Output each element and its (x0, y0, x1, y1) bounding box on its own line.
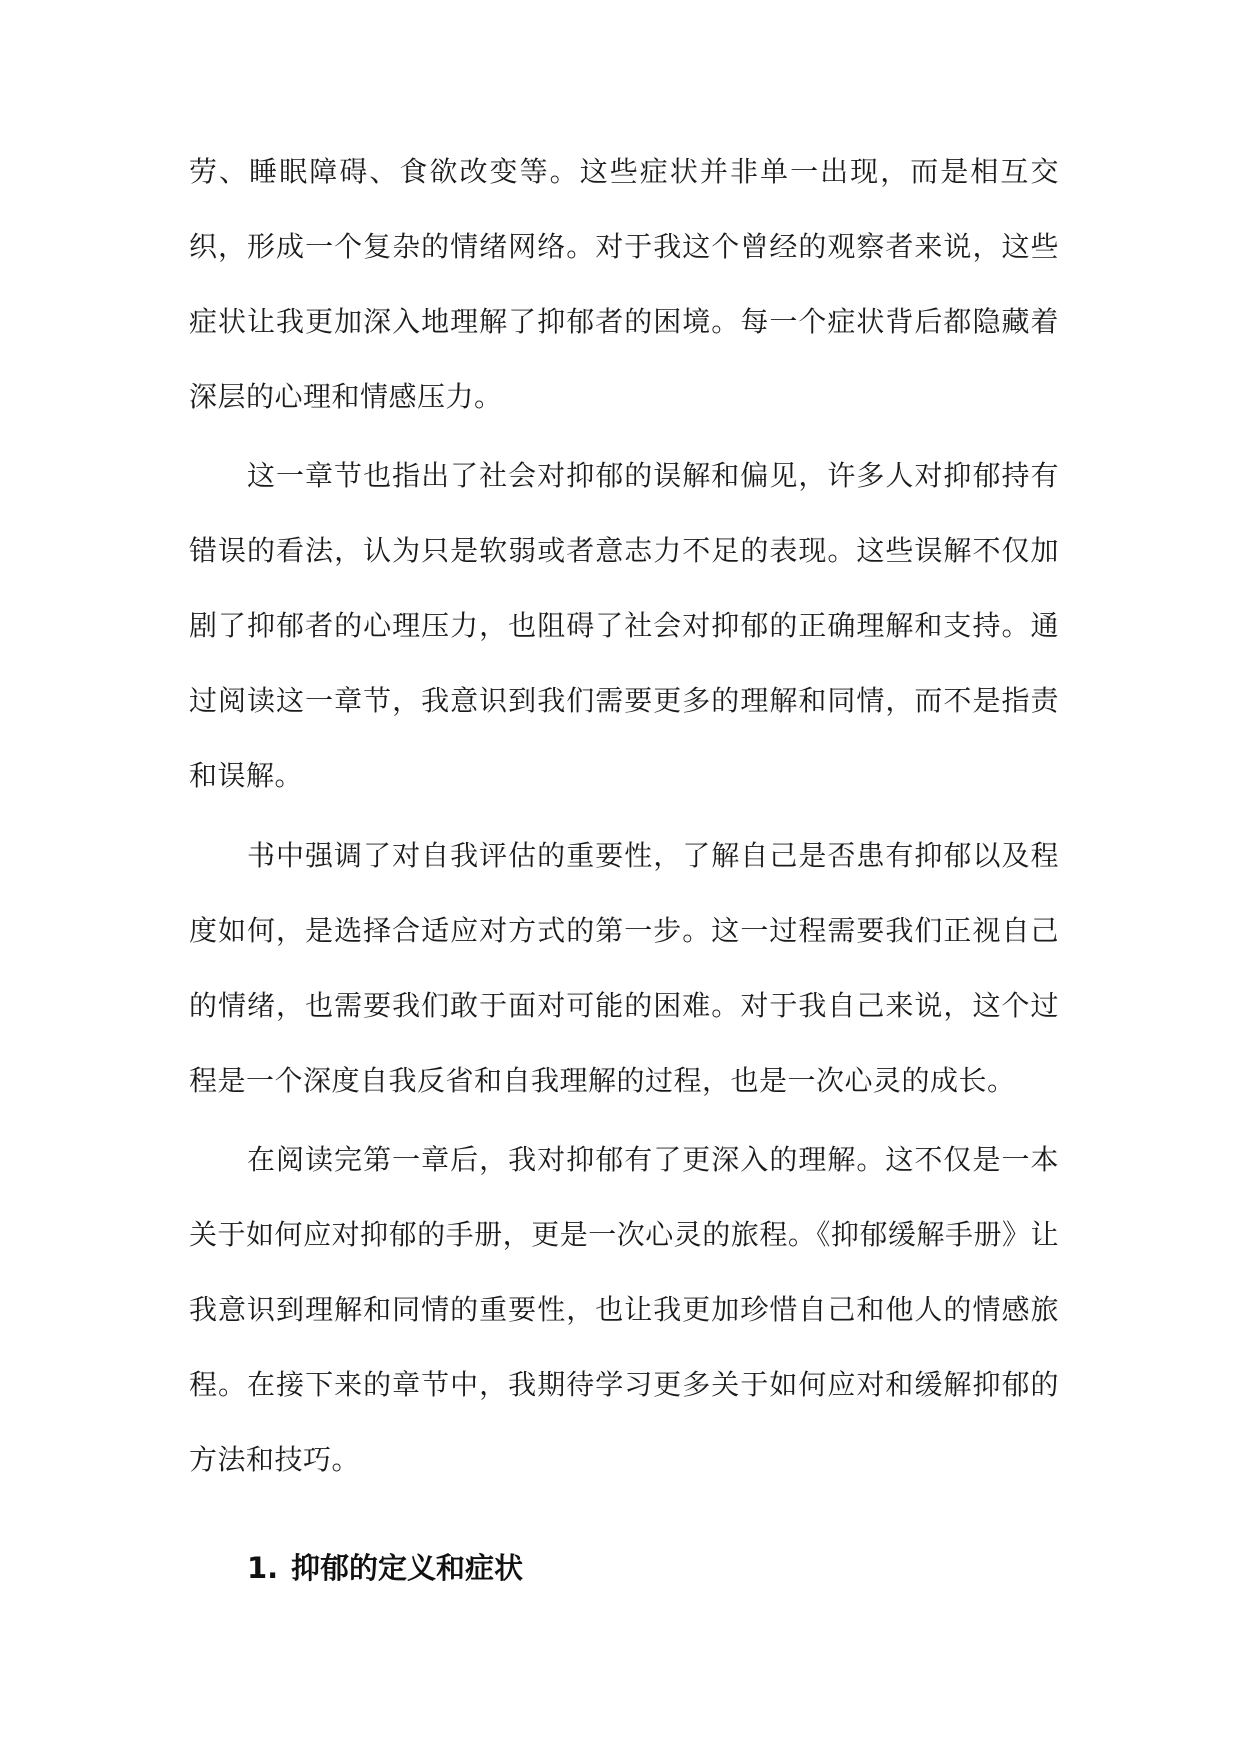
body-paragraph: 在阅读完第一章后，我对抑郁有了更深入的理解。这不仅是一本关于如何应对抑郁的手册，更是一次心灵的旅程。《抑郁缓解手册》让我意识到理解和同情的重要性，也让我更加珍惜自己和他人的情感旅程。在接下来的章节中，我期待学习更多关于如何应对和缓解抑郁的方法和技巧。 (189, 1143, 1059, 1476)
section-heading (247, 1548, 523, 1588)
section-title: 抑郁的定义和症状 (291, 1551, 524, 1585)
section-number: 1. (247, 1551, 279, 1585)
body-paragraph: 书中强调了对自我评估的重要性，了解自己是否患有抑郁以及程度如何，是选择合适应对方式的第一步。这一过程需要我们正视自己的情绪，也需要我们敢于面对可能的困难。对于我自己来说，这个过程是一个深度自我反省和自我理解的过程，也是一次心灵的成长。 (189, 839, 1059, 1097)
body-paragraph: 这一章节也指出了社会对抑郁的误解和偏见，许多人对抑郁持有错误的看法，认为只是软弱或者意志力不足的表现。这些误解不仅加剧了抑郁者的心理压力，也阻碍了社会对抑郁的正确理解和支持。通过阅读这一章节，我意识到我们需要更多的理解和同情，而不是指责和误解。 (189, 459, 1059, 792)
body-paragraph: 劳、睡眠障碍、食欲改变等。这些症状并非单一出现，而是相互交织，形成一个复杂的情绪网络。对于我这个曾经的观察者来说，这些症状让我更加深入地理解了抑郁者的困境。每一个症状背后都隐藏着深层的心理和情感压力。 (189, 155, 1059, 413)
